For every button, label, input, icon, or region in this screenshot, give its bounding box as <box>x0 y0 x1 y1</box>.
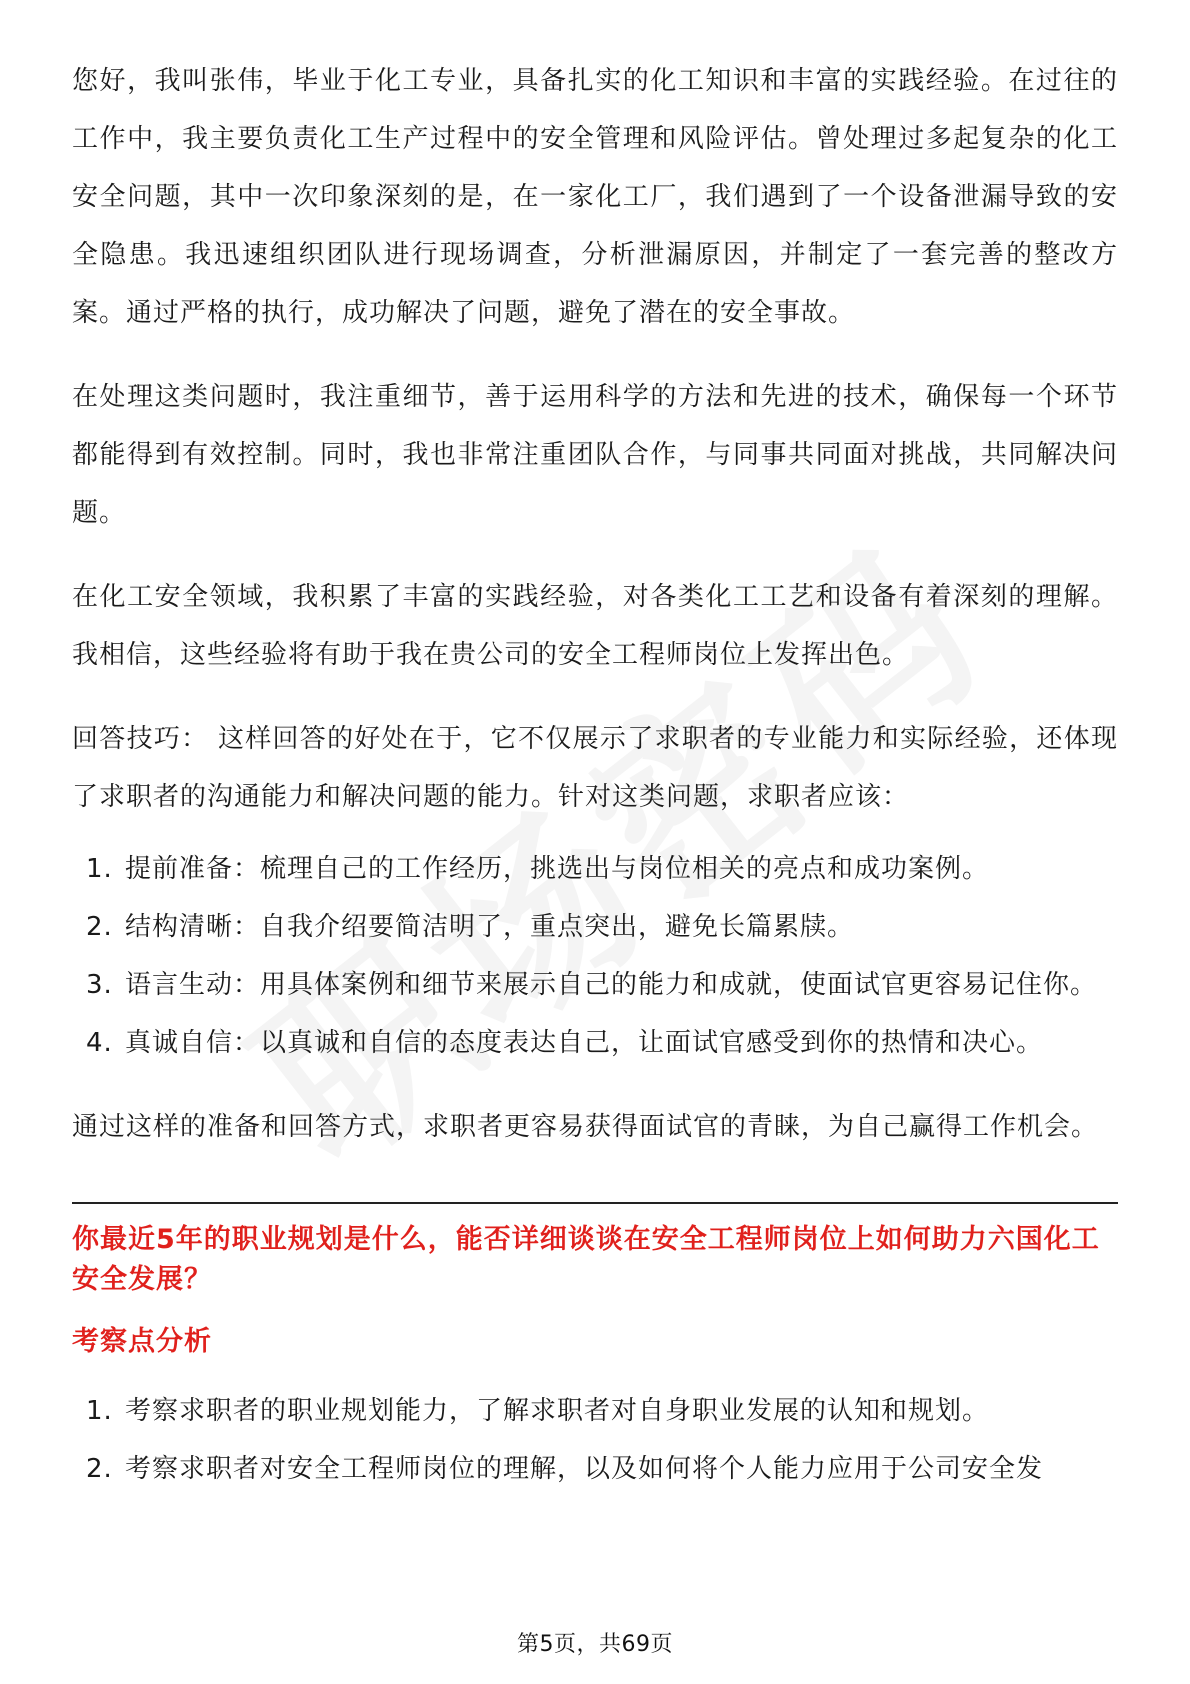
analysis-heading: 考察点分析 <box>72 1326 212 1357</box>
list-item <box>72 840 1118 898</box>
list-item-text: 提前准备：梳理自己的工作经历，挑选出与岗位相关的亮点和成功案例。 <box>125 854 990 884</box>
list-item <box>72 1382 1118 1440</box>
list-item-text: 真诚自信：以真诚和自信的态度表达自己，让面试官感受到你的热情和决心。 <box>125 1028 1044 1058</box>
list-item-text: 考察求职者对安全工程师岗位的理解，以及如何将个人能力应用于公司安全发 <box>125 1454 1044 1484</box>
list-item-number: 4. <box>86 1028 113 1058</box>
answer-tips-intro: 回答技巧： 这样回答的好处在于，它不仅展示了求职者的专业能力和实际经验，还体现了求职者的沟通能力和解决问题的能力。针对这类问题，求职者应该： <box>72 724 1118 812</box>
answer-paragraph-1: 您好，我叫张伟，毕业于化工专业，具备扎实的化工知识和丰富的实践经验。在过往的工作中，我主要负责化工生产过程中的安全管理和风险评估。曾处理过多起复杂的化工安全问题，其中一次印象深刻的是，在一家化工厂，我们遇到了一个设备泄漏导致的安全隐患。我迅速组织团队进行现场调查，分析泄漏原因，并制定了一套完善的整改方案。通过严格的执行，成功解决了问题，避免了潜在的安全事故。 <box>72 66 1118 328</box>
list-item-text: 语言生动：用具体案例和细节来展示自己的能力和成就，使面试官更容易记住你。 <box>125 970 1098 1000</box>
list-item <box>72 898 1118 956</box>
analysis-list <box>72 1382 1118 1498</box>
answer-paragraph-3: 在化工安全领域，我积累了丰富的实践经验，对各类化工工艺和设备有着深刻的理解。我相信，这些经验将有助于我在贵公司的安全工程师岗位上发挥出色。 <box>72 582 1118 670</box>
list-item-number: 1. <box>86 854 113 884</box>
list-item <box>72 956 1118 1014</box>
section-divider <box>72 1202 1118 1204</box>
list-item-number: 1. <box>86 1396 113 1426</box>
list-item-number: 2. <box>86 912 113 942</box>
list-item-number: 2. <box>86 1454 113 1484</box>
list-item-number: 3. <box>86 970 113 1000</box>
list-item <box>72 1014 1118 1072</box>
list-item-text: 考察求职者的职业规划能力，了解求职者对自身职业发展的认知和规划。 <box>125 1396 990 1426</box>
interview-question: 你最近5年的职业规划是什么，能否详细谈谈在安全工程师岗位上如何助力六国化工安全发展？ <box>72 1224 1100 1295</box>
page-content <box>72 52 1118 1524</box>
page-number-footer: 第5页，共69页 <box>517 1632 673 1657</box>
answer-paragraph-2: 在处理这类问题时，我注重细节，善于运用科学的方法和先进的技术，确保每一个环节都能得到有效控制。同时，我也非常注重团队合作，与同事共同面对挑战，共同解决问题。 <box>72 382 1118 528</box>
tips-list <box>72 840 1118 1072</box>
list-item-text: 结构清晰：自我介绍要简洁明了，重点突出，避免长篇累牍。 <box>125 912 855 942</box>
closing-paragraph: 通过这样的准备和回答方式，求职者更容易获得面试官的青睐，为自己赢得工作机会。 <box>72 1112 1099 1142</box>
list-item <box>72 1440 1118 1498</box>
